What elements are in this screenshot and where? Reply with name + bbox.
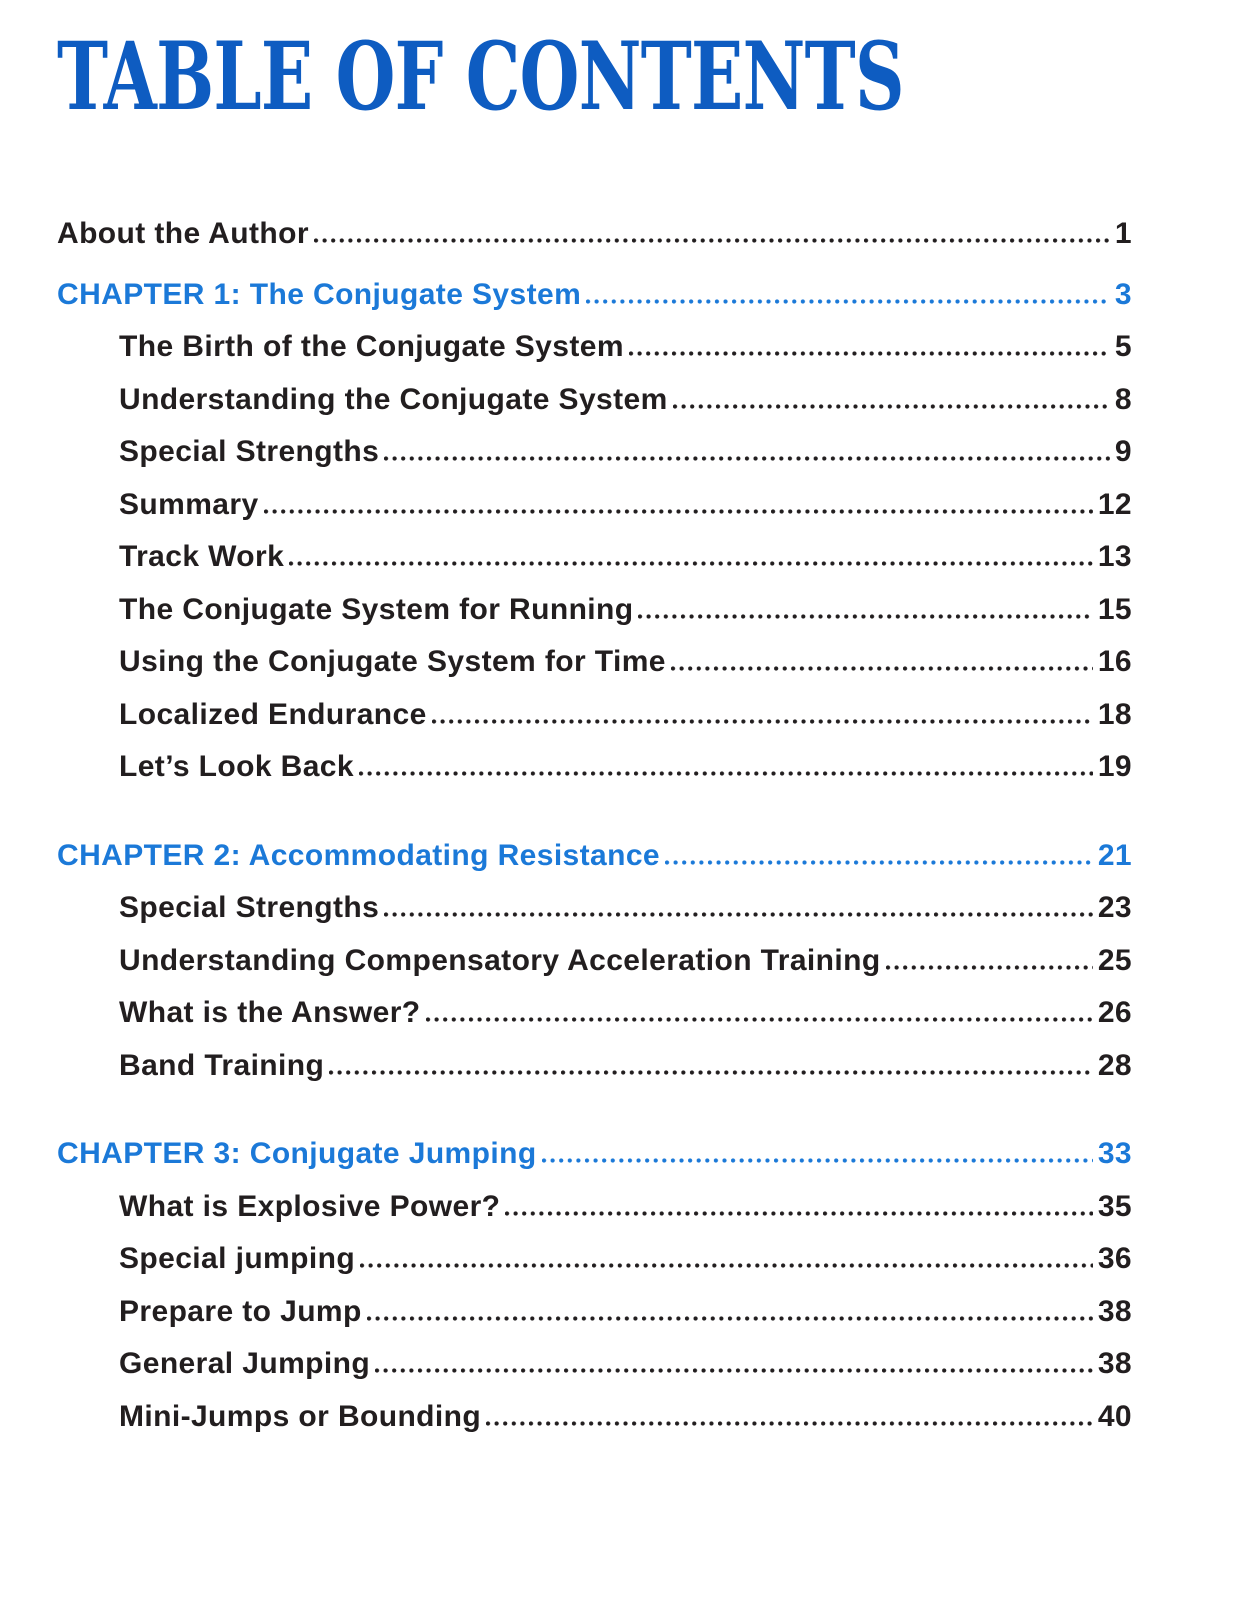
toc-row: [57, 1338, 1132, 1391]
toc-page-number: 40: [1097, 1399, 1132, 1433]
toc-row: [57, 689, 1132, 742]
dot-leader: [586, 299, 1110, 304]
toc-section: [57, 830, 1132, 1093]
dot-leader: [432, 719, 1093, 724]
toc-row-chapter: [57, 1128, 1132, 1181]
toc-page-number: 13: [1097, 540, 1132, 573]
toc-row: [57, 426, 1132, 479]
toc-page-number: 25: [1097, 943, 1132, 977]
dot-leader: [671, 666, 1093, 671]
page-title: TABLE OF CONTENTS: [57, 22, 904, 132]
dot-leader: [426, 1017, 1093, 1022]
toc-section: [57, 208, 1132, 261]
toc-page-number: 15: [1097, 592, 1132, 626]
toc-row-chapter: [57, 269, 1132, 322]
toc-page-number: 36: [1097, 1242, 1132, 1275]
toc-entry-label: CHAPTER 3: Conjugate Jumping: [57, 1137, 537, 1170]
toc-row: [57, 321, 1132, 374]
toc-entry-label: Using the Conjugate System for Time: [119, 645, 666, 678]
toc-entry-label: CHAPTER 2: Accommodating Resistance: [57, 838, 661, 872]
dot-leader: [360, 1263, 1093, 1268]
toc-page-number: 5: [1114, 330, 1132, 363]
toc-page-number: 21: [1097, 838, 1132, 872]
toc-section: [57, 269, 1132, 794]
toc-entry-label: Understanding Compensatory Acceleration Training: [119, 943, 881, 977]
toc-row: [57, 741, 1132, 794]
toc-page-number: 28: [1097, 1048, 1132, 1082]
toc-page-number: 26: [1097, 996, 1132, 1029]
toc-row: [57, 935, 1132, 988]
toc-row: [57, 636, 1132, 689]
toc-entry-label: The Birth of the Conjugate System: [119, 330, 624, 363]
toc-row: [57, 1391, 1132, 1444]
toc-row: [57, 584, 1132, 637]
toc-entry-label: Band Training: [119, 1048, 325, 1082]
toc-page-number: 33: [1097, 1137, 1132, 1170]
toc-entry-label: Summary: [119, 487, 259, 521]
toc-row: [57, 1286, 1132, 1339]
toc-entry-label: Special Strengths: [119, 435, 380, 468]
toc-entry-label: Special Strengths: [119, 891, 380, 924]
toc-page-number: 38: [1097, 1294, 1132, 1328]
toc-entry-label: Mini-Jumps or Bounding: [119, 1399, 482, 1433]
toc-row: [57, 882, 1132, 935]
toc-row-chapter: [57, 830, 1132, 883]
toc-page-number: 3: [1114, 277, 1132, 311]
dot-leader: [359, 771, 1093, 776]
toc-page-number: 19: [1097, 750, 1132, 783]
dot-leader: [629, 351, 1110, 356]
toc-row: [57, 208, 1132, 261]
toc-row: [57, 987, 1132, 1040]
toc-row: [57, 479, 1132, 532]
toc-entry-label: About the Author: [57, 217, 309, 250]
toc-entry-label: Understanding the Conjugate System: [119, 382, 668, 416]
dot-leader: [665, 860, 1093, 865]
toc-page-number: 9: [1114, 435, 1132, 468]
toc-entry-label: Special jumping: [119, 1242, 356, 1275]
dot-leader: [314, 238, 1110, 243]
dot-leader: [673, 404, 1110, 409]
toc-page-number: 35: [1097, 1189, 1132, 1223]
toc-entry-label: Prepare to Jump: [119, 1294, 362, 1328]
toc-entry-label: General Jumping: [119, 1347, 371, 1380]
dot-leader: [505, 1211, 1092, 1216]
dot-leader: [367, 1316, 1093, 1321]
dot-leader: [886, 965, 1093, 970]
toc-entry-label: Let’s Look Back: [119, 750, 354, 783]
toc-section: [57, 1128, 1132, 1443]
dot-leader: [375, 1368, 1093, 1373]
toc-entry-label: What is the Answer?: [119, 996, 421, 1029]
dot-leader: [486, 1421, 1093, 1426]
toc-page-number: 8: [1114, 382, 1132, 416]
toc-row: [57, 1233, 1132, 1286]
dot-leader: [384, 456, 1110, 461]
toc-row: [57, 1181, 1132, 1234]
toc-entry-label: Localized Endurance: [119, 697, 427, 731]
toc-entry-label: The Conjugate System for Running: [119, 592, 634, 626]
toc-page-number: 23: [1097, 891, 1132, 924]
toc-list: [57, 208, 1132, 1443]
dot-leader: [329, 1070, 1093, 1075]
toc-entry-label: What is Explosive Power?: [119, 1189, 501, 1223]
dot-leader: [384, 912, 1093, 917]
dot-leader: [289, 561, 1093, 566]
toc-entry-label: CHAPTER 1: The Conjugate System: [57, 277, 582, 311]
toc-page-number: 1: [1114, 217, 1132, 250]
dot-leader: [542, 1158, 1093, 1163]
toc-entry-label: Track Work: [119, 540, 285, 573]
toc-page-number: 38: [1097, 1347, 1132, 1380]
toc-row: [57, 1040, 1132, 1093]
toc-row: [57, 531, 1132, 584]
toc-row: [57, 374, 1132, 427]
toc-page-number: 18: [1097, 697, 1132, 731]
toc-page-number: 12: [1097, 487, 1132, 521]
toc-page-number: 16: [1097, 645, 1132, 678]
dot-leader: [264, 509, 1093, 514]
dot-leader: [638, 614, 1092, 619]
